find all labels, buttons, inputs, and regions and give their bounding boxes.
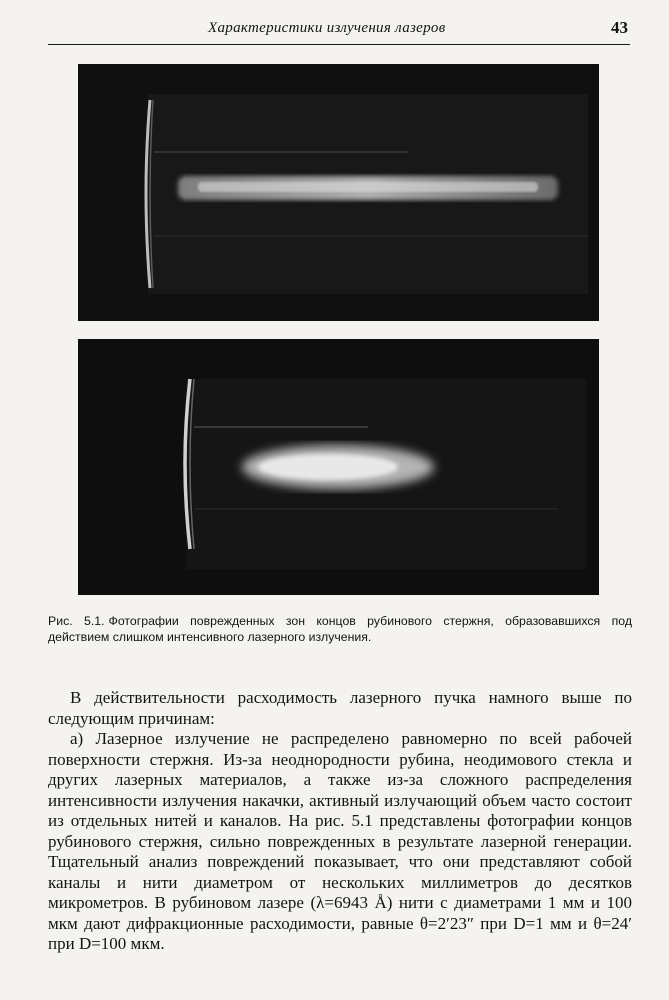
page-number: 43 [611,18,628,37]
photo-rod-end-bottom [78,339,599,595]
paragraph-a: а) Лазерное излучение не распределено равномерно по всей рабочей поверхности стержня. Из-за неоднородности рубина, неодимового стекла и других лазерных материалов, а также из-за сложного распределения интенсивности излучения накачки, активный излучающий объем часто состоит из отдельных нитей и каналов. На рис. 5.1 представлены фотографии концов рубинового стержня, сильно поврежденных в результате лазерной генерации. Тщательный анализ повреждений показывает, что они представляют собой каналы и нити диаметром от нескольких миллиметров до десятков микрометров. В рубиновом лазере (λ=6943 Å) нити с диаметрами 1 мм и 100 мкм дают дифракционные расходимости, равные θ=2′23″ при D=1 мм и θ=24′ при D=100 мкм. [48,729,632,953]
figure-caption-text: Фотографии поврежденных зон концов рубинового стержня, образовавшихся под действием слишком интенсивного лазерного излучения. [48,614,632,644]
paragraph-intro: В действительности расходимость лазерного пучка намного выше по следующим причинам: [48,688,632,728]
running-title: Характеристики излучения лазеров [208,20,446,36]
page-header [48,18,630,45]
figure-caption-label: Рис. 5.1. [48,614,105,628]
photo-rod-end-top-image [78,64,599,321]
photo-rod-end-top [78,64,599,321]
photo-rod-end-bottom-image [78,339,599,595]
body-text [48,688,632,955]
figure-caption [48,613,632,645]
